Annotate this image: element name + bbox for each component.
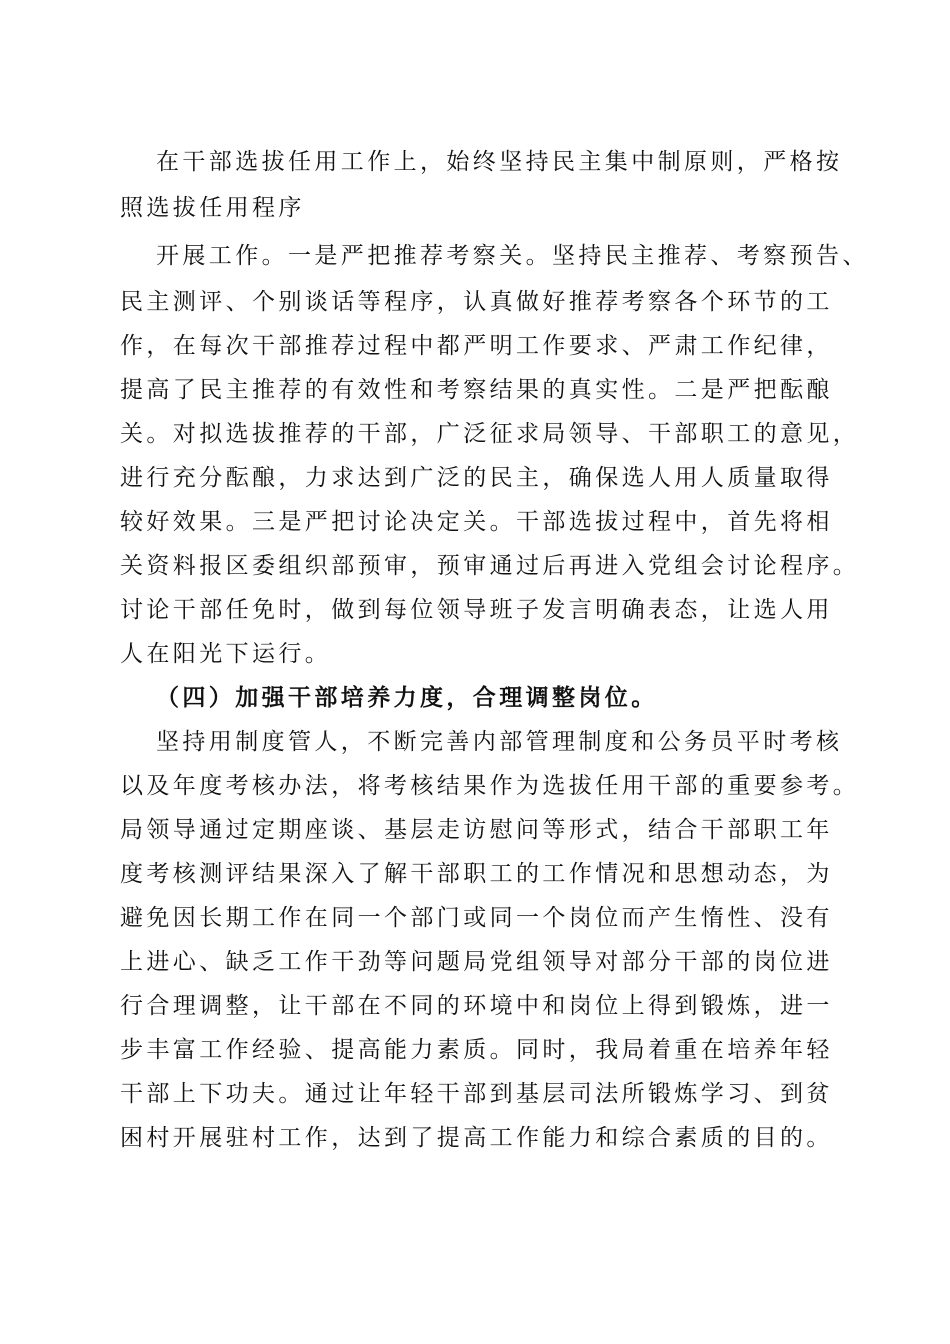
paragraph-cadre-training-line-2: 以及年度考核办法，将考核结果作为选拔任用干部的重要参考。	[120, 773, 860, 799]
paragraph-three-checkpoints-line-9: 讨论干部任免时，做到每位领导班子发言明确表态，让选人用	[120, 597, 833, 623]
paragraph-three-checkpoints-line-4: 提高了民主推荐的有效性和考察结果的真实性。二是严把酝酿	[120, 377, 833, 403]
paragraph-three-checkpoints-line-1: 开展工作。一是严把推荐考察关。坚持民主推荐、考察预告、	[156, 243, 869, 269]
paragraph-cadre-training-line-4: 度考核测评结果深入了解干部职工的工作情况和思想动态，为	[120, 861, 833, 887]
paragraph-cadre-training-line-6: 上进心、缺乏工作干劲等问题局党组领导对部分干部的岗位进	[120, 949, 833, 975]
paragraph-three-checkpoints-line-5: 关。对拟选拔推荐的干部，广泛征求局领导、干部职工的意见，	[120, 421, 860, 447]
paragraph-three-checkpoints-line-7: 较好效果。三是严把讨论决定关。干部选拔过程中，首先将相	[120, 509, 833, 535]
paragraph-cadre-selection-intro-line-1: 在干部选拔任用工作上，始终坚持民主集中制原则，严格按	[156, 149, 843, 175]
paragraph-three-checkpoints-line-2: 民主测评、个别谈话等程序，认真做好推荐考察各个环节的工	[120, 289, 833, 315]
section-heading-four: （四）加强干部培养力度，合理调整岗位。	[156, 684, 658, 711]
paragraph-three-checkpoints-line-8: 关资料报区委组织部预审，预审通过后再进入党组会讨论程序。	[120, 553, 860, 579]
paragraph-three-checkpoints-line-10: 人在阳光下运行。	[120, 641, 332, 667]
paragraph-cadre-training-line-1: 坚持用制度管人，不断完善内部管理制度和公务员平时考核	[156, 729, 843, 755]
paragraph-cadre-training-line-10: 困村开展驻村工作，达到了提高工作能力和综合素质的目的。	[120, 1125, 833, 1151]
paragraph-cadre-training-line-9: 干部上下功夫。通过让年轻干部到基层司法所锻炼学习、到贫	[120, 1081, 833, 1107]
paragraph-cadre-training-line-5: 避免因长期工作在同一个部门或同一个岗位而产生惰性、没有	[120, 905, 833, 931]
paragraph-cadre-training-line-3: 局领导通过定期座谈、基层走访慰问等形式，结合干部职工年	[120, 817, 833, 843]
paragraph-cadre-training-line-8: 步丰富工作经验、提高能力素质。同时，我局着重在培养年轻	[120, 1037, 833, 1063]
paragraph-three-checkpoints-line-6: 进行充分酝酿，力求达到广泛的民主，确保选人用人质量取得	[120, 465, 833, 491]
paragraph-three-checkpoints-line-3: 作，在每次干部推荐过程中都严明工作要求、严肃工作纪律，	[120, 333, 833, 359]
paragraph-cadre-selection-intro-line-2: 照选拔任用程序	[120, 195, 305, 221]
paragraph-cadre-training-line-7: 行合理调整，让干部在不同的环境中和岗位上得到锻炼，进一	[120, 993, 833, 1019]
